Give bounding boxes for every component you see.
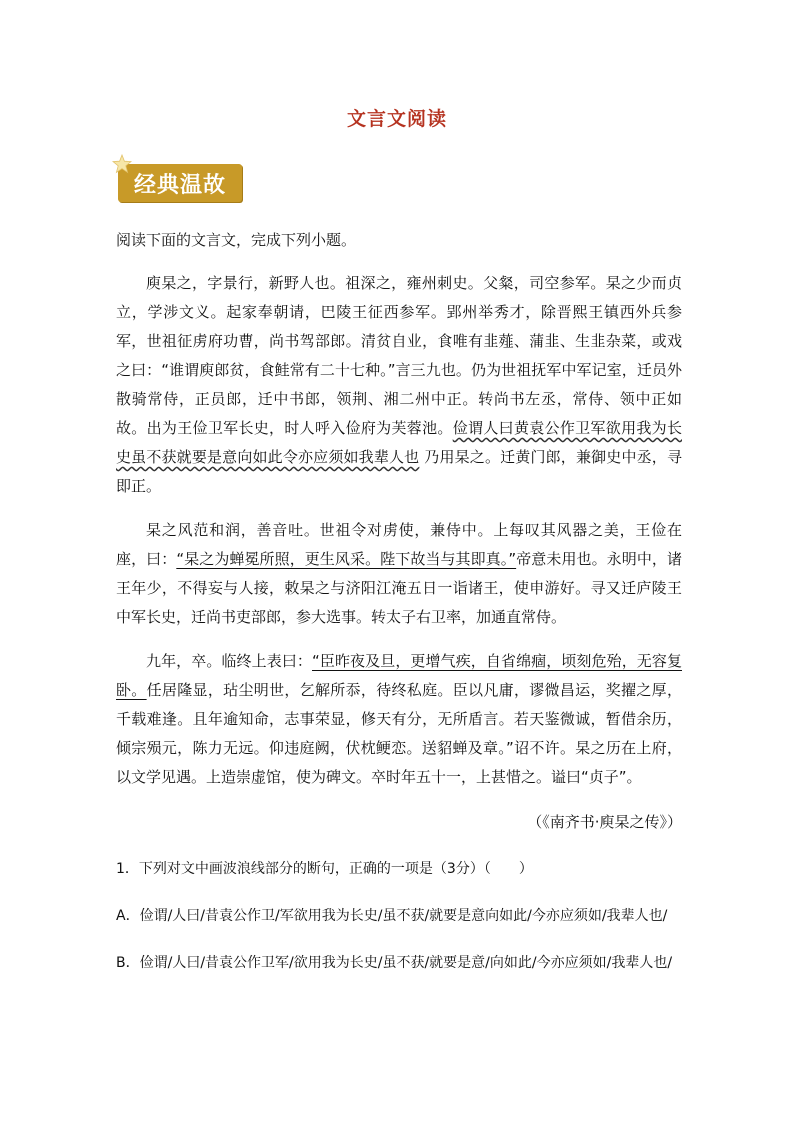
passage-paragraph-2 <box>116 516 682 632</box>
badge-label: 经典温故 <box>133 172 226 198</box>
instruction-text: 阅读下面的文言文，完成下列小题。 <box>116 231 357 249</box>
passage-text: 任居隆显，玷尘明世，乞解所忝，待终私庭。臣以凡庸，谬微昌运，奖擢之厚，千载难逢。且年逾知命，志事荣显，修天有分，无所盾言。若天鉴微诚，暂借余历，倾宗殒元，陈力无远。仰违庭阙，伏枕鲠恋。送貂蝉及章。”诏不许。杲之历在上府，以文学见遇。上造崇虚馆，使为碑文。卒时年五十一，上甚惜之。谥曰“贞子”。 <box>116 681 682 786</box>
passage-paragraph-1 <box>116 269 682 501</box>
passage-text: 九年，卒。临终上表曰： <box>146 652 313 670</box>
passage-text: 杲之风范和润，善音吐。世祖令对虏使，兼侍中。上每叹其风器之美，王俭在座，曰： <box>116 521 682 568</box>
underlined-text: “杲之为蝉冕所照，更生风采。陛下故当与其即真。” <box>176 550 517 568</box>
passage-text: 帝意未用也。永明中，诸王年少，不得妄与人接，敕杲之与济阳江淹五日一诣诸王，使申游好。寻又迁庐陵王中军长史，迁尚书吏部郎，参大选事。转太子右卫率，加通直常侍。 <box>116 550 682 626</box>
section-badge <box>118 164 242 202</box>
passage-text: 乃用杲之。迁黄门郎，兼御史中丞，寻即正。 <box>116 448 682 495</box>
star-icon <box>112 154 132 174</box>
wavy-underlined-text: 俭谓人曰黄袁公作卫军欲用我为长史虽不获就要是意向如此令亦应须如我辈人也 <box>116 419 682 466</box>
option-a: A．俭谓/人曰/昔袁公作卫/军欲用我为长史/虽不获/就要是意向如此/今亦应须如/我辈人也/ <box>116 908 668 924</box>
source-citation: （《南齐书·庾杲之传》） <box>527 813 682 831</box>
passage-paragraph-3 <box>116 647 682 792</box>
question-stem: 1．下列对文中画波浪线部分的断句，正确的一项是（3分）（ ） <box>116 861 533 877</box>
passage-text: 庾杲之，字景行，新野人也。祖深之，雍州刺史。父粲，司空参军。杲之少而贞立，学涉文义。起家奉朝请，巴陵王征西参军。郢州举秀才，除晋熙王镇西外兵参军，世祖征虏府功曹，尚书驾部郎。清贫自业，食唯有韭薤、蒲韭、生韭杂菜，或戏之曰：“谁谓庾郎贫，食鲑常有二十七种。”言三九也。仍为世祖抚军中军记室，迁员外散骑常侍，正员郎，迁中书郎，领荆、湘二州中正。转尚书左丞，常侍、领中正如故。出为王俭卫军长史，时人呼入俭府为芙蓉池。 <box>116 274 682 437</box>
document-body <box>116 226 682 978</box>
option-b: B．俭谓/人曰/昔袁公作卫军/欲用我为长史/虽不获/就要是意/向如此/今亦应须如/我辈人也/ <box>116 955 673 971</box>
underlined-text: “臣昨夜及旦，更增气疾，自省绵痼，顷刻危殆，无容复卧。 <box>116 652 682 699</box>
page-title: 文言文阅读 <box>346 108 447 130</box>
